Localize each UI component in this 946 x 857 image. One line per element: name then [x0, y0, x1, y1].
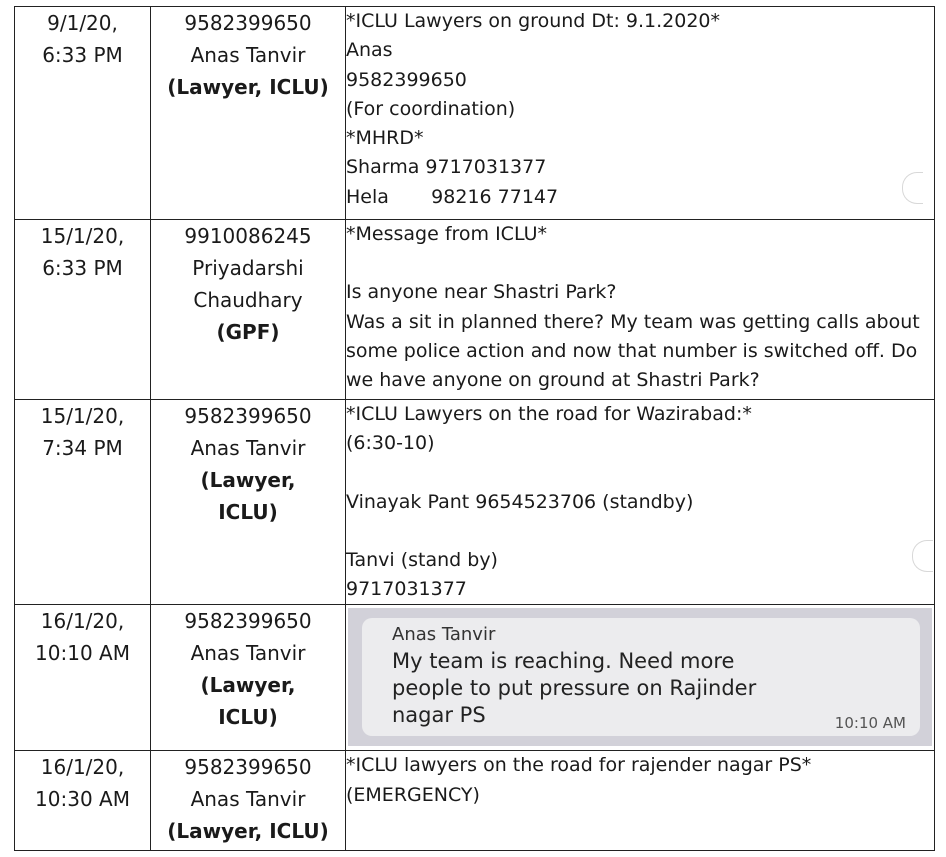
sender-role: ICLU): [218, 705, 278, 730]
message-line: 9582399650: [346, 68, 467, 91]
date-time-cell: [15, 751, 151, 851]
phone-text: 9582399650: [184, 11, 312, 35]
sender-role: ICLU): [218, 500, 278, 524]
date-text: 16/1/20,: [40, 755, 125, 780]
message-line: (EMERGENCY): [346, 783, 480, 806]
sender-role: (Lawyer,: [200, 468, 296, 492]
sender-name: Anas Tanvir: [190, 436, 306, 460]
message-line: 9717031377: [346, 578, 467, 601]
message-line: [346, 517, 934, 546]
message-line: *MHRD*: [346, 127, 424, 150]
message-line: [346, 459, 934, 488]
chat-timestamp: 10:10 AM: [834, 714, 906, 733]
time-text: 10:30 AM: [35, 787, 130, 812]
sender-cell: [151, 751, 346, 851]
sender-role: (Lawyer,: [200, 673, 296, 698]
date-text: 15/1/20,: [40, 404, 125, 428]
message-line: Was a sit in planned there? My team was getting calls about: [346, 310, 920, 333]
time-text: 7:34 PM: [42, 436, 123, 460]
message-line: Sharma 9717031377: [346, 156, 547, 179]
table-row: [15, 7, 935, 220]
sender-cell: [151, 400, 346, 605]
table-row: [15, 400, 935, 605]
sender-role: (Lawyer, ICLU): [167, 75, 329, 99]
table-row: [15, 220, 935, 400]
message-line: *ICLU lawyers on the road for rajender nagar PS*: [346, 754, 812, 777]
date-text: 9/1/20,: [47, 11, 118, 35]
sender-cell: [151, 7, 346, 220]
chat-message-line: people to put pressure on Rajinder: [392, 676, 757, 701]
date-time-cell: [15, 7, 151, 220]
date-time-cell: [15, 220, 151, 400]
date-time-cell: [15, 605, 151, 751]
message-line: *Message from ICLU*: [346, 223, 547, 245]
sender-name: Priyadarshi: [192, 256, 304, 280]
punch-hole-mark: [912, 540, 933, 572]
message-cell: [346, 7, 935, 220]
sender-role: (Lawyer, ICLU): [167, 819, 329, 844]
message-line: Is anyone near Shastri Park?: [346, 281, 617, 304]
message-cell: [346, 400, 935, 605]
phone-text: 9582399650: [184, 609, 312, 634]
table-row: [15, 605, 935, 751]
message-line: Hela 98216 77147: [346, 185, 559, 208]
time-text: 10:10 AM: [35, 641, 130, 666]
message-line: Vinayak Pant 9654523706 (standby): [346, 490, 694, 513]
message-line: (6:30-10): [346, 432, 435, 455]
message-cell: [346, 751, 935, 851]
date-text: 16/1/20,: [40, 609, 125, 634]
sender-name: Anas Tanvir: [190, 43, 306, 67]
time-text: 6:33 PM: [42, 43, 123, 67]
message-line: *ICLU Lawyers on the road for Wazirabad:*: [346, 403, 752, 425]
date-time-cell: [15, 400, 151, 605]
message-cell: [346, 605, 935, 751]
sender-name: Chaudhary: [193, 288, 303, 312]
message-line: (For coordination): [346, 97, 516, 120]
table-row: [15, 751, 935, 851]
chat-message-line: nagar PS: [392, 703, 486, 728]
sender-name: Anas Tanvir: [190, 641, 306, 666]
time-text: 6:33 PM: [42, 256, 123, 280]
message-line: Anas: [346, 39, 393, 62]
message-line: *ICLU Lawyers on ground Dt: 9.1.2020*: [346, 10, 721, 32]
phone-text: 9910086245: [184, 224, 312, 248]
message-line: [346, 249, 934, 278]
message-line: some police action and now that number is switched off. Do: [346, 339, 918, 362]
date-text: 15/1/20,: [40, 224, 125, 248]
phone-text: 9582399650: [184, 404, 312, 428]
chat-message-line: My team is reaching. Need more: [392, 649, 735, 674]
chat-message-text: [392, 648, 900, 729]
chat-bubble: [362, 618, 920, 736]
sender-cell: [151, 220, 346, 400]
message-line: Tanvi (stand by): [346, 548, 498, 571]
phone-text: 9582399650: [184, 755, 312, 780]
sender-role: (GPF): [216, 320, 280, 344]
message-cell: [346, 220, 935, 400]
sender-cell: [151, 605, 346, 751]
message-line: we have anyone on ground at Shastri Park?: [346, 369, 760, 392]
sender-name: Anas Tanvir: [190, 787, 306, 812]
chat-screenshot: [348, 608, 932, 746]
punch-hole-mark: [902, 172, 923, 204]
message-log-table: [14, 6, 935, 851]
chat-sender-name: Anas Tanvir: [392, 624, 496, 646]
